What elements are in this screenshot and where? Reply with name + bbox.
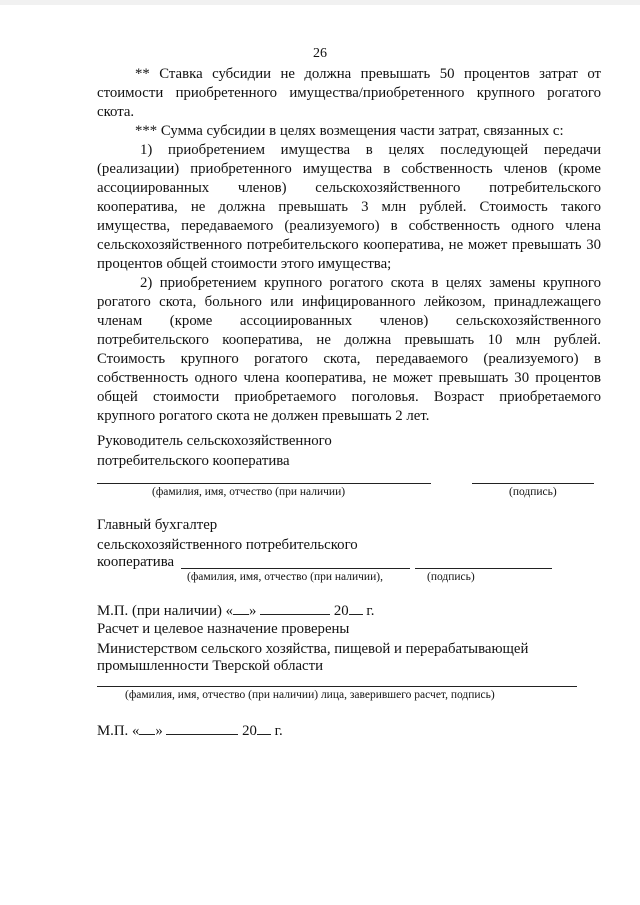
mp-day-blank [233,602,249,615]
mp-month-blank [260,602,330,615]
verification-line3: промышленности Тверской области [97,658,323,674]
head-name-caption: (фамилия, имя, отчество (при наличии) [152,486,346,498]
scan-edge [0,0,640,5]
head-sign-line [472,483,594,484]
mp-prefix: М.П. (при наличии) « [97,603,234,619]
verification-line1: Расчет и целевое назначение проверены [97,621,350,637]
head-sign-caption: (подпись) [509,486,557,498]
note-subsidy-rate: ** Ставка субсидии не должна превышать 50 процентов затрат от стоимости приобретенного имущества/приобретенного крупного рогатого скота. [97,66,601,120]
mp-year: 20 [333,603,349,619]
mp-mid: » [249,603,257,619]
final-mp-suffix: г. [274,723,283,739]
final-mp-mid: » [155,723,163,739]
item-property: 1) приобретением имущества в целях последующей передачи (реализации) приобретенного имущества в собственность членов (кроме ассоциированных членов) сельскохозяйственного потребительского кооператива, не должна превышать 3 млн рублей. Стоимость такого имущества, передаваемого (реализуемого) в собственность одного члена сельскохозяйственного потребительского кооператива, не может превышать 30 процентов общей стоимости этого имущества; [97,142,601,272]
accountant-line1: Главный бухгалтер [97,517,218,533]
page-number: 26 [313,46,327,61]
mp-suffix: г. [366,603,375,619]
accountant-sign-line [415,568,552,569]
accountant-sign-caption: (подпись) [427,571,475,583]
verification-caption: (фамилия, имя, отчество (при наличии) лица, заверившего расчет, подпись) [125,689,495,701]
final-mp-prefix: М.П. « [97,723,140,739]
note-subsidy-amount: *** Сумма субсидии в целях возмещения части затрат, связанных с: [135,123,564,139]
accountant-name-caption: (фамилия, имя, отчество (при наличии), [187,571,383,583]
mp-date-line [97,602,374,620]
final-mp-year-blank [257,722,271,735]
accountant-line2: сельскохозяйственного потребительского [97,537,358,553]
verification-line2: Министерством сельского хозяйства, пищевой и перерабатывающей [97,641,529,657]
verification-line [97,686,577,687]
notes-section [97,65,601,426]
final-mp-day-blank [139,722,155,735]
head-title-line2: потребительского кооператива [97,453,290,469]
accountant-line3: кооператива [97,554,175,570]
final-mp-month-blank [166,722,238,735]
final-mp-year: 20 [242,723,257,739]
mp-year-blank [349,602,363,615]
accountant-name-line [181,568,410,569]
item-cattle: 2) приобретением крупного рогатого скота в целях замены крупного рогатого скота, больного или инфицированного лейкозом, принадлежащего членам (кроме ассоциированных членов) сельскохозяйственного потребительского кооператива, не должна превышать 10 млн рублей. Стоимость крупного рогатого скота, передаваемого (реализуемого) в собственность одного члена кооператива, не может превышать 30 процентов общей стоимости приобретаемого поголовья. Возраст приобретаемого крупного рогатого скота не должен превышать 2 лет. [97,275,601,424]
head-title-line1: Руководитель сельскохозяйственного [97,433,332,449]
final-mp-line [97,722,283,740]
head-name-line [97,483,431,484]
